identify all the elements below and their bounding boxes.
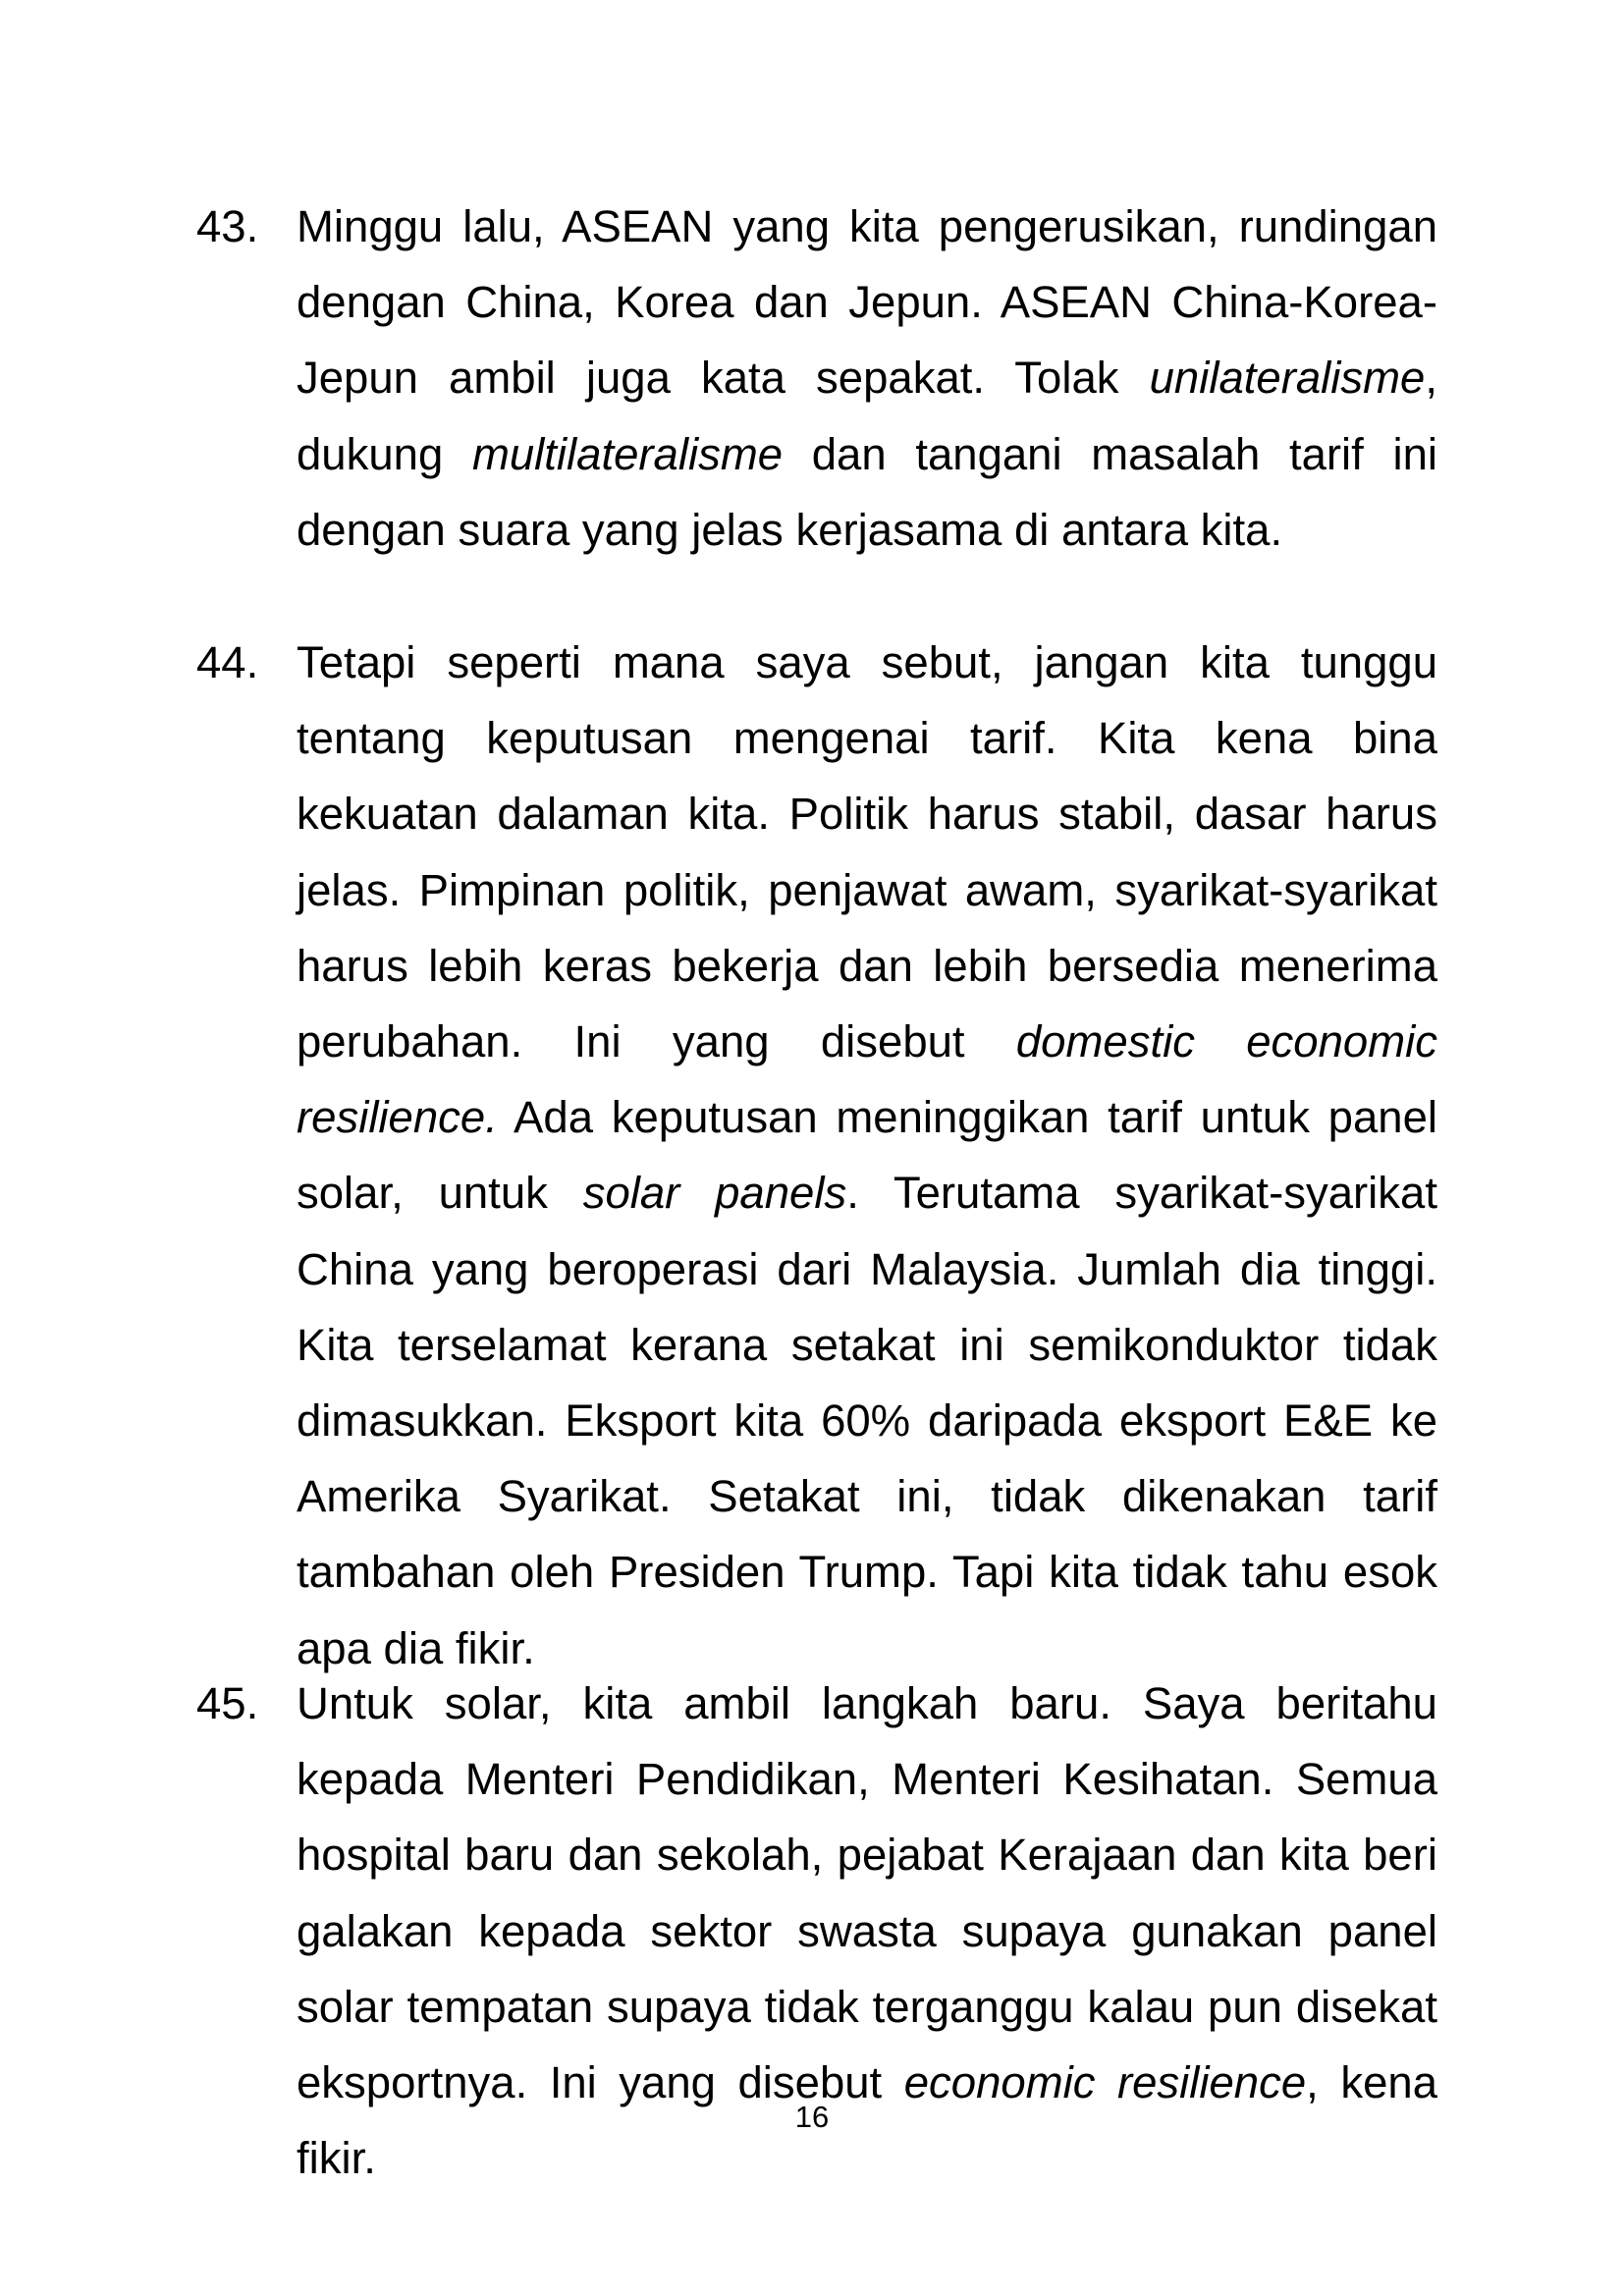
text-segment: dan tangani masalah tarif ini dengan suara yang jelas kerjasama di antara kita. (297, 428, 1437, 555)
text-segment: , dukung (297, 353, 1437, 479)
italic-term: domestic economic resilience. (297, 1016, 1437, 1143)
italic-term: unilateralisme (1149, 353, 1426, 404)
text-segment: Ada keputusan meninggikan tarif untuk panel solar, untuk (297, 1092, 1437, 1219)
paragraph-44 (196, 625, 1437, 1686)
text-segment: Untuk solar, kita ambil langkah baru. Saya beritahu kepada Menteri Pendidikan, Menteri Kesihatan. Semua hospital baru dan sekolah, pejabat Kerajaan dan kita beri galakan kepada sektor swasta supaya gunakan panel solar tempatan supaya tidak terganggu kalau pun disekat eksportnya. Ini yang disebut (297, 1678, 1437, 2108)
paragraph-43 (196, 189, 1437, 568)
text-segment: , kena fikir. (297, 2057, 1437, 2184)
text-segment: Tetapi seperti mana saya sebut, jangan kita tunggu tentang keputusan mengenai tarif. Kita kena bina kekuatan dalaman kita. Politik harus stabil, dasar harus jelas. Pimpinan politik, penjawat awam, syarikat-syarikat harus lebih keras bekerja dan lebih bersedia menerima perubahan. Ini yang disebut (297, 637, 1437, 1067)
page-number: 16 (794, 2100, 830, 2134)
text-segment: . Terutama syarikat-syarikat China yang beroperasi dari Malaysia. Jumlah dia tinggi. Kita terselamat kerana setakat ini semikonduktor tidak dimasukkan. Eksport kita 60% daripada eksport E&E ke Amerika Syarikat. Setakat ini, tidak dikenakan tarif tambahan oleh Presiden Trump. Tapi kita tidak tahu esok apa dia fikir. (297, 1168, 1437, 1673)
text-segment: Minggu lalu, ASEAN yang kita pengerusikan, rundingan dengan China, Korea dan Jepun. ASEAN China-Korea-Jepun ambil juga kata sepakat. Tolak (297, 201, 1437, 404)
paragraph-number: 44. (196, 637, 259, 687)
paragraph-number: 45. (196, 1678, 259, 1728)
paragraph-text (297, 625, 1437, 1686)
paragraph-number: 43. (196, 201, 259, 251)
italic-term: solar panels (582, 1168, 847, 1219)
italic-term: multilateralisme (471, 428, 784, 479)
paragraph-text (297, 189, 1437, 568)
italic-term: economic resilience (903, 2057, 1307, 2108)
